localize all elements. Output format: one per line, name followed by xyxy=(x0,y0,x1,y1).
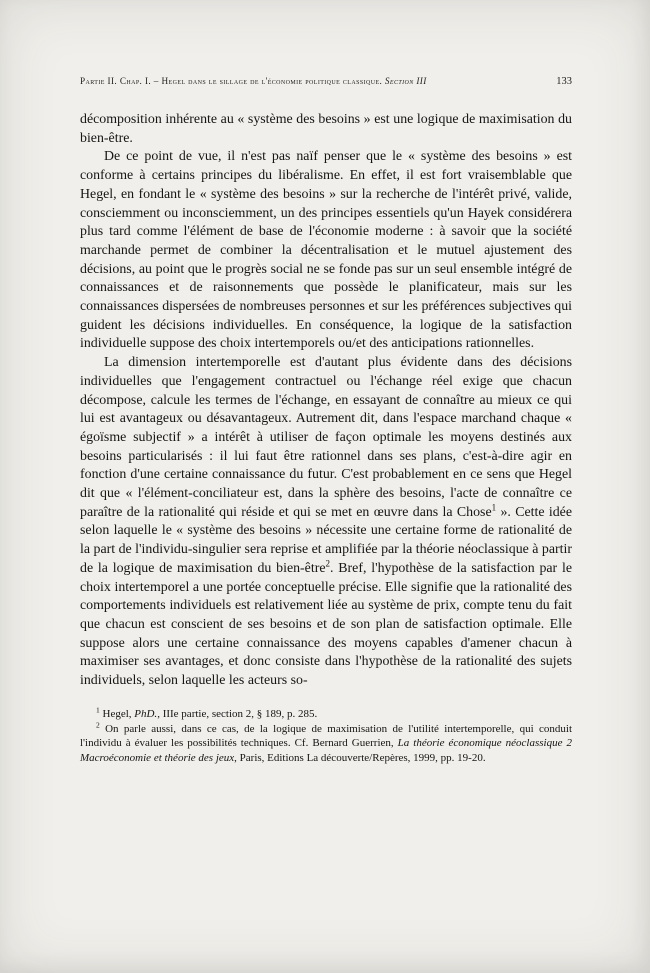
footnote-ref-1: 1 xyxy=(491,502,497,513)
paragraph-text: La dimension intertemporelle est d'autant plus évidente dans des décisions individuelles que l'engagement contractuel ou l'échange réel exige que chacun décompose, calcule les termes de l'échange, en essayant de connaître au mieux ce qui lui est avantageux ou désavantageux. Autrement dit, dans l'espace marchand chaque « égoïsme subjectif » a intérêt à utiliser de façon optimale les moyens destinés aux besoins particularisés : il lui faut être rationnel dans ses plans, c'est-à-dire agir en fonction d'une certaine connaissance du futur. C'est probablement en ce sens que Hegel dit que « l'élément-conciliateur est, dans la sphère des besoins, l'acte de connaître ce paraître de la rationalité qui réside et qui se met en œuvre dans la Chose xyxy=(80,355,572,520)
paragraph-continuation: décomposition inhérente au « système des besoins » est une logique de maximisation du bien-être. xyxy=(80,112,572,146)
footnote-ref-2: 2 xyxy=(325,558,331,569)
running-head-main: Partie II. Chap. I. – Hegel dans le sillage de l'économie politique classique. xyxy=(80,76,385,86)
footnote-work-title: PhD. xyxy=(134,707,158,720)
footnote-1 xyxy=(80,707,572,722)
running-head-title xyxy=(80,76,427,86)
footnote-marker-1: 1 xyxy=(96,705,100,715)
paragraph-text: ». Cette idée selon laquelle le « système des besoins » nécessite une certaine forme de rationalité de la part de l'individu-singulier sera reprise et amplifiée par la théorie néoclassique à partir de la logique de maximisation du bien-être xyxy=(80,504,572,576)
footnotes-section xyxy=(80,707,572,766)
paragraph-text: . Bref, l'hypothèse de la satisfaction par le choix intertemporel a une portée conceptuelle précise. Elle signifie que la rationalité des comportements individuels est relativement liée au système de prix, compte tenu du fait que chacun est conscient de ses besoins et de son plan de satisfaction optimale. Elle suppose alors une certaine connaissance des moyens capables d'amener chacun à maximiser ses avantages, et donc consiste dans l'hypothèse de la rationalité des sujets individuels, selon laquelle les acteurs so- xyxy=(80,560,572,689)
paragraph xyxy=(80,354,572,691)
footnote-text: Hegel, xyxy=(99,707,135,720)
running-head-section: Section III xyxy=(384,76,427,86)
footnote-work-title: La théorie économique néoclassique 2 Macroéconomie et théorie des jeux xyxy=(80,737,572,765)
footnote-marker-2: 2 xyxy=(96,719,100,729)
running-head xyxy=(80,76,572,87)
footnote-2 xyxy=(80,719,572,766)
page-number: 133 xyxy=(556,76,572,87)
footnote-text: , Paris, Editions La découverte/Repères, 1999, pp. 19-20. xyxy=(234,752,486,765)
footnote-text: , IIIe partie, section 2, § 189, p. 285. xyxy=(157,707,318,720)
paragraph: De ce point de vue, il n'est pas naïf penser que le « système des besoins » est conforme à certains principes du libéralisme. En effet, il est fort vraisemblable que Hegel, en fondant le « système des besoins » sur la recherche de l'intérêt privé, valide, consciemment ou inconsciemment, un des principes essentiels qu'un Hayek considérera plus tard comme l'élément de base de l'économie moderne : à savoir que la société marchande permet de combiner la décentralisation et le mutuel ajustement des décisions, au point que le progrès social ne se fonde pas sur un seul ensemble intégré de connaissances et de raisonnements que possède le planificateur, mais sur les connaissances dispersées de nombreuses personnes et sur les préférences subjectives qui guident les décisions individuelles. En conséquence, la logique de la satisfaction individuelle suppose des choix intertemporels ou/et des anticipations rationnelles. xyxy=(80,149,572,352)
page-body xyxy=(80,111,572,691)
footnote-text: On parle aussi, dans ce cas, de la logique de maximisation de l'utilité intertemporelle, qui conduit l'individu à évaluer les possibilités techniques. Cf. Bernard Guerrien, xyxy=(80,722,572,750)
